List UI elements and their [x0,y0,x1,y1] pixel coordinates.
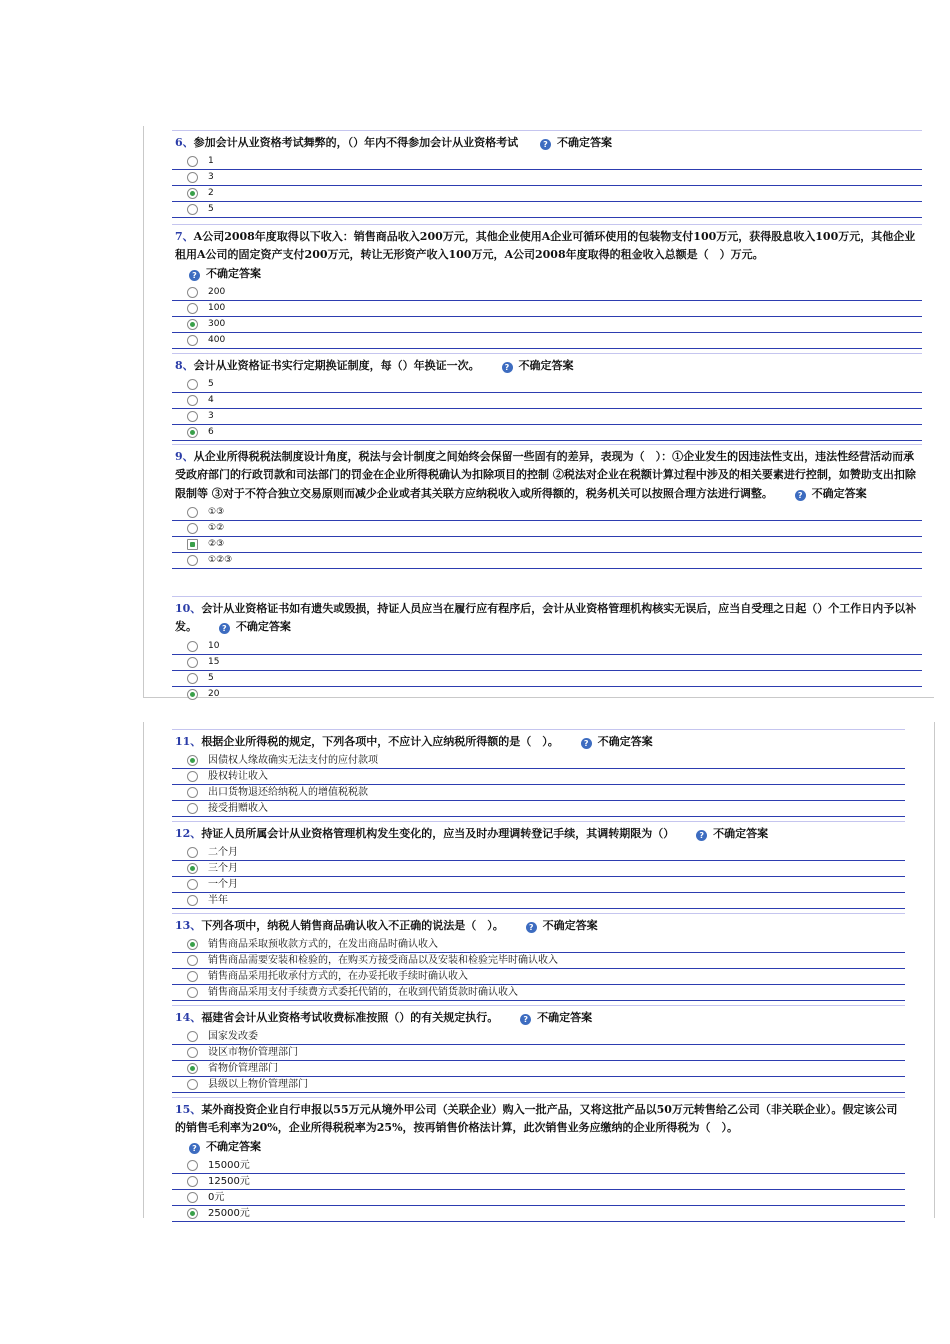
option-row[interactable] [172,425,922,441]
radio-button[interactable] [187,771,198,782]
question-stem: 参加会计从业资格考试舞弊的，（）年内不得参加会计从业资格考试 [193,136,519,149]
radio-button-selected[interactable] [187,863,198,874]
option-row[interactable] [172,1190,905,1206]
question-number: 8、 [175,359,194,372]
option-row[interactable] [172,687,922,702]
radio-button-selected[interactable] [187,188,198,199]
option-label: 4 [208,395,214,406]
radio-button[interactable] [187,395,198,406]
option-label: 三个月 [208,863,238,875]
radio-button-selected[interactable] [187,755,198,766]
unsure-answer-toggle[interactable] [563,735,653,748]
radio-button[interactable] [187,523,198,534]
option-label: ①③ [208,507,225,518]
question-15-text [172,1097,905,1158]
option-label: 0元 [208,1192,225,1204]
question-7-text [172,224,922,285]
question-number: 7、 [175,230,194,243]
option-label: 20 [208,688,220,699]
option-label: 股权转让收入 [208,771,268,783]
question-stem: 从企业所得税税法制度设计角度，税法与会计制度之间始终会保留一些固有的差异，表现为（ ）：①企业发生的因违法性支出，违法性经营活动而承受政府部门的行政罚款和司法部门的罚金在企业所得税确认为扣除项目的控制 ②税法对企业在税额计算过程中涉及的相关要素进行控制，如赞助支出扣除限制等 ③对于不符合独立交易原则而减少企业或者其关联方应纳税收入或所得额的，税务机关可以按照合理方法进行调整。 [175,450,916,500]
option-label: 200 [208,287,226,298]
radio-button[interactable] [187,955,198,966]
option-label: 5 [208,672,214,683]
question-stem: 持证人员所属会计从业资格管理机构发生变化的，应当及时办理调转登记手续，其调转期限为（） [201,827,675,840]
option-row[interactable] [172,845,905,861]
option-label: 销售商品需要安装和检验的，在购买方接受商品以及安装和检验完毕时确认收入 [208,955,558,967]
option-row[interactable] [172,317,922,333]
option-label: 省物价管理部门 [208,1063,278,1075]
question-6 [172,130,922,218]
option-row[interactable] [172,893,905,909]
question-6-text [172,130,922,154]
unsure-answer-label: 不确定答案 [811,486,867,500]
option-label: 100 [208,303,226,314]
option-label: 10 [208,640,220,651]
unsure-answer-label: 不确定答案 [206,1139,261,1153]
option-row[interactable] [172,521,922,537]
option-label: 5 [208,204,214,215]
radio-button[interactable] [187,1176,198,1187]
question-stem: 下列各项中，纳税人销售商品确认收入不正确的说法是（ ）。 [201,919,504,932]
help-icon[interactable]: ? [526,922,537,933]
unsure-answer-label: 不确定答案 [713,827,769,840]
option-row[interactable] [172,333,922,349]
option-label: 1 [208,156,214,167]
help-icon[interactable]: ? [219,623,230,634]
option-label: 一个月 [208,879,238,891]
option-label: 县级以上物价管理部门 [208,1079,308,1091]
radio-button[interactable] [187,971,198,982]
help-icon[interactable]: ? [502,362,513,373]
option-label: 15 [208,656,220,667]
option-row[interactable] [172,285,922,301]
radio-button[interactable] [187,787,198,798]
option-row[interactable] [172,937,905,953]
help-icon[interactable]: ? [581,738,592,749]
question-15 [172,1097,905,1222]
option-row[interactable] [172,801,905,817]
option-row[interactable] [172,861,905,877]
radio-button[interactable] [187,847,198,858]
option-label: 二个月 [208,847,238,859]
question-number: 10、 [175,602,202,615]
option-row[interactable] [172,186,922,202]
question-12-text [172,821,905,845]
radio-button[interactable] [187,895,198,906]
unsure-answer-label: 不确定答案 [206,266,261,280]
radio-button[interactable] [187,379,198,390]
radio-button[interactable] [187,303,198,314]
option-label: 3 [208,411,214,422]
option-row[interactable] [172,655,922,671]
option-label: 销售商品采用支付手续费方式委托代销的，在收到代销货款时确认收入 [208,987,518,999]
help-icon[interactable]: ? [189,270,200,281]
option-label: ②③ [208,539,225,550]
radio-button[interactable] [187,657,198,668]
question-8-text [172,353,922,377]
option-label: 15000元 [208,1160,250,1172]
question-13-text [172,913,905,937]
option-row[interactable] [172,969,905,985]
option-row[interactable] [172,769,905,785]
question-13 [172,913,905,1001]
option-row[interactable] [172,753,905,769]
option-row[interactable] [172,537,922,553]
option-row[interactable] [172,553,922,569]
unsure-answer-toggle[interactable] [508,919,598,932]
option-row[interactable] [172,393,922,409]
radio-button[interactable] [187,1192,198,1203]
radio-button[interactable] [187,555,198,566]
checkbox-selected[interactable] [187,539,198,550]
unsure-answer-toggle[interactable] [678,827,768,840]
question-number: 15、 [175,1103,202,1116]
option-row[interactable] [172,1045,905,1061]
question-11-text [172,729,905,753]
radio-button[interactable] [187,287,198,298]
option-row[interactable] [172,985,905,1001]
question-panel-1 [143,126,934,698]
option-label: 300 [208,319,226,330]
option-label: 销售商品采用托收承付方式的，在办妥托收手续时确认收入 [208,971,468,983]
question-stem: 会计从业资格证书如有遗失或毁损，持证人员应当在履行应有程序后，会计从业资格管理机构核实无误后，应当自受理之日起（）个工作日内予以补发。 [175,602,917,634]
radio-button[interactable] [187,1079,198,1090]
option-label: 25000元 [208,1208,250,1220]
option-label: 接受捐赠收入 [208,803,268,815]
help-icon[interactable]: ? [540,139,551,150]
option-row[interactable] [172,1029,905,1045]
unsure-answer-label: 不确定答案 [235,620,291,634]
radio-button[interactable] [187,335,198,346]
radio-button-selected[interactable] [187,689,198,700]
option-row[interactable] [172,154,922,170]
question-8 [172,353,922,441]
radio-button[interactable] [187,987,198,998]
unsure-answer-toggle[interactable] [201,620,291,633]
unsure-answer-toggle[interactable] [522,136,612,149]
option-label: ①②③ [208,555,233,566]
radio-button[interactable] [187,1160,198,1171]
option-label: 5 [208,379,214,390]
question-number: 6、 [175,136,194,149]
help-icon[interactable]: ? [795,490,806,501]
question-10 [172,596,922,702]
question-stem: 某外商投资企业自行申报以55万元从境外甲公司（关联企业）购入一批产品，又将这批产品以50万元转售给乙公司（非关联企业）。假定该公司的销售毛利率为20%，企业所得税税率为25%，按再销售价格法计算，此次销售业务应缴纳的企业所得税为（ ）。 [175,1103,898,1135]
option-row[interactable] [172,1077,905,1093]
option-row[interactable] [172,877,905,893]
unsure-answer-label: 不确定答案 [518,359,574,372]
radio-button[interactable] [187,803,198,814]
question-9-text [172,444,922,505]
option-row[interactable] [172,1206,905,1222]
unsure-answer-toggle[interactable] [175,267,261,280]
option-row[interactable] [172,409,922,425]
option-row[interactable] [172,1061,905,1077]
radio-button-selected[interactable] [187,427,198,438]
help-icon[interactable]: ? [520,1014,531,1025]
radio-button-selected[interactable] [187,319,198,330]
unsure-answer-toggle[interactable] [484,359,574,372]
option-label: 2 [208,188,214,199]
option-row[interactable] [172,1158,905,1174]
radio-button-selected[interactable] [187,1063,198,1074]
option-row[interactable] [172,301,922,317]
option-label: 设区市物价管理部门 [208,1047,298,1059]
question-14-text [172,1005,905,1029]
option-row[interactable] [172,202,922,218]
help-icon[interactable]: ? [189,1143,200,1154]
radio-button[interactable] [187,879,198,890]
option-row[interactable] [172,377,922,393]
help-icon[interactable]: ? [696,830,707,841]
question-panel-2 [143,722,935,1218]
radio-button[interactable] [187,411,198,422]
radio-button[interactable] [187,1031,198,1042]
question-number: 14、 [175,1011,202,1024]
unsure-answer-toggle[interactable] [502,1011,592,1024]
unsure-answer-label: 不确定答案 [542,919,598,932]
question-stem: 会计从业资格证书实行定期换证制度，每（）年换证一次。 [193,359,480,372]
option-label: ①② [208,523,225,534]
option-row[interactable] [172,785,905,801]
unsure-answer-label: 不确定答案 [597,735,653,748]
question-stem: 根据企业所得税的规定，下列各项中，不应计入应纳税所得额的是（ ）。 [201,735,559,748]
radio-button[interactable] [187,1047,198,1058]
unsure-answer-toggle[interactable] [777,487,867,500]
unsure-answer-toggle[interactable] [175,1140,261,1153]
option-label: 国家发改委 [208,1031,258,1043]
radio-button[interactable] [187,673,198,684]
question-9 [172,444,922,569]
option-row[interactable] [172,505,922,521]
option-label: 400 [208,335,226,346]
option-row[interactable] [172,1174,905,1190]
radio-button[interactable] [187,156,198,167]
question-12 [172,821,905,909]
radio-button[interactable] [187,507,198,518]
question-number: 11、 [175,735,202,748]
radio-button[interactable] [187,204,198,215]
question-7 [172,224,922,349]
option-row[interactable] [172,170,922,186]
question-11 [172,729,905,817]
question-stem: 福建省会计从业资格考试收费标准按照（）的有关规定执行。 [201,1011,499,1024]
option-row[interactable] [172,953,905,969]
question-number: 13、 [175,919,202,932]
question-10-text [172,596,922,639]
radio-button-selected[interactable] [187,1208,198,1219]
option-label: 12500元 [208,1176,250,1188]
option-label: 因债权人缘故确实无法支付的应付款项 [208,755,378,767]
unsure-answer-label: 不确定答案 [557,136,612,149]
option-label: 出口货物退还给纳税人的增值税税款 [208,787,368,799]
option-label: 销售商品采取预收款方式的，在发出商品时确认收入 [208,939,438,951]
option-label: 半年 [208,895,228,907]
option-label: 3 [208,172,214,183]
option-row[interactable] [172,671,922,687]
question-number: 9、 [175,450,194,463]
radio-button[interactable] [187,641,198,652]
question-number: 12、 [175,827,202,840]
question-14 [172,1005,905,1093]
radio-button-selected[interactable] [187,939,198,950]
unsure-answer-label: 不确定答案 [537,1011,593,1024]
option-label: 6 [208,427,214,438]
option-row[interactable] [172,639,922,655]
question-stem: A公司2008年度取得以下收入：销售商品收入200万元，其他企业使用A企业可循环使用的包装物支付100万元，获得股息收入100万元，其他企业租用A公司的固定资产支付200万元，转让无形资产收入100万元，A公司2008年度取得的租金收入总额是（ ）万元。 [175,230,916,262]
radio-button[interactable] [187,172,198,183]
